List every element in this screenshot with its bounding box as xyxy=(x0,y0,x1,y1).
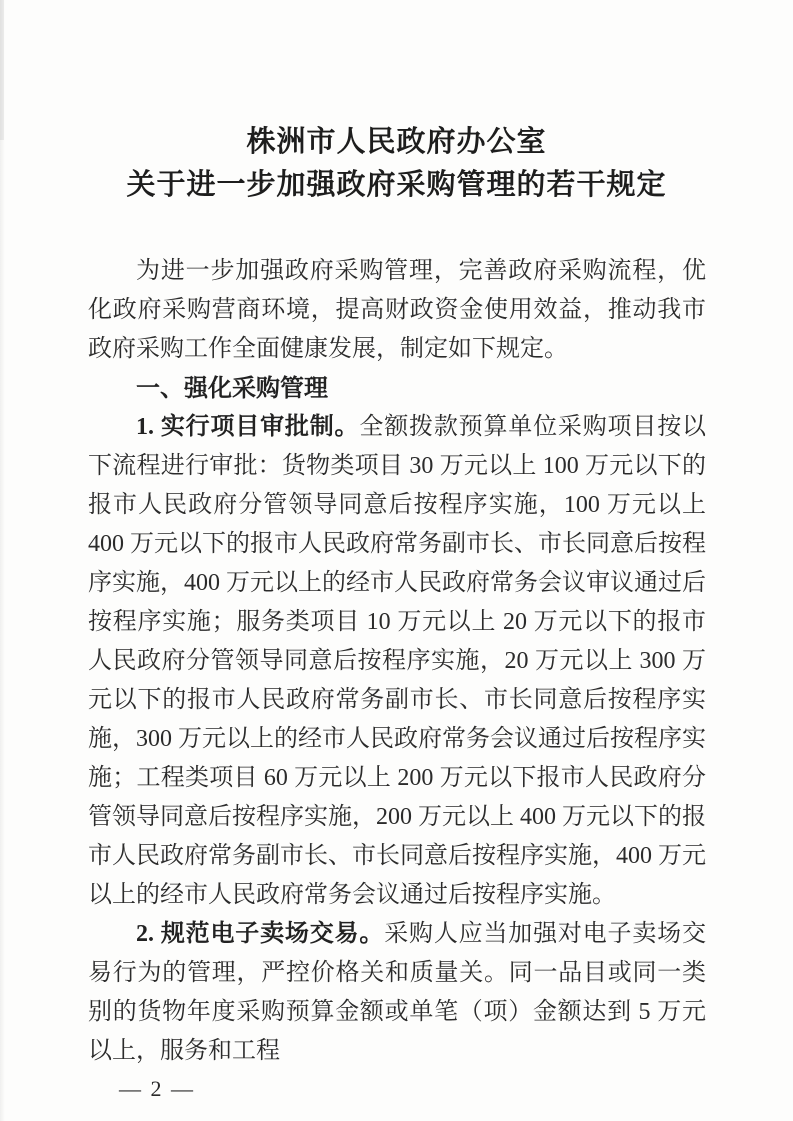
document-body xyxy=(88,252,706,1071)
document-title xyxy=(0,0,793,207)
scan-artifact-left-edge xyxy=(0,0,5,1121)
doc-title-line-1: 株洲市人民政府办公室 xyxy=(246,126,547,158)
item-2-text: 采购人应当加强对电子卖场交易行为的管理，严控价格关和质量关。同一品目或同一类别的货物年度采购预算金额或单笔（项）金额达到 5 万元以上，服务和工程 xyxy=(88,921,707,1064)
section-heading: 一、强化采购管理 xyxy=(136,375,328,402)
scan-artifact-top-left xyxy=(0,0,4,140)
intro-paragraph: 为进一步加强政府采购管理，完善政府采购流程，优化政府采购营商环境，提高财政资金使用效益，推动我市政府采购工作全面健康发展，制定如下规定。 xyxy=(88,258,706,362)
item-paragraph-1 xyxy=(88,408,706,915)
item-2-lead: 2. 规范电子卖场交易。 xyxy=(136,921,385,947)
item-paragraph-2 xyxy=(88,915,706,1071)
item-1-text: 全额拨款预算单位采购项目按以下流程进行审批：货物类项目 30 万元以上 100 万元以下的报市人民政府分管领导同意后按程序实施，100 万元以上 400 万元以下的报市人民政府常务副市长、市长同意后按程序实施，400 万元以上的经市人民政府常务会议审议通过后按程序实施；服务类项目 10 万元以上 20 万元以下的报市人民政府分管领导同意后按程序实施，20 万元以上 300 万元以下的报市人民政府常务副市长、市长同意后按程序实施，300 万元以上的经市人民政府常务会议通过后按程序实施；工程类项目 60 万元以上 200 万元以下报市人民政府分管领导同意后按程序实施，200 万元以上 400 万元以下的报市人民政府常务副市长、市长同意后按程序实施，400 万元以上的经市人民政府常务会议通过后按程序实施。 xyxy=(88,414,707,908)
page-number: — 2 — xyxy=(119,1076,195,1101)
item-1-lead: 1. 实行项目审批制。 xyxy=(136,414,360,440)
doc-title-line-2: 关于进一步加强政府采购管理的若干规定 xyxy=(126,169,667,201)
